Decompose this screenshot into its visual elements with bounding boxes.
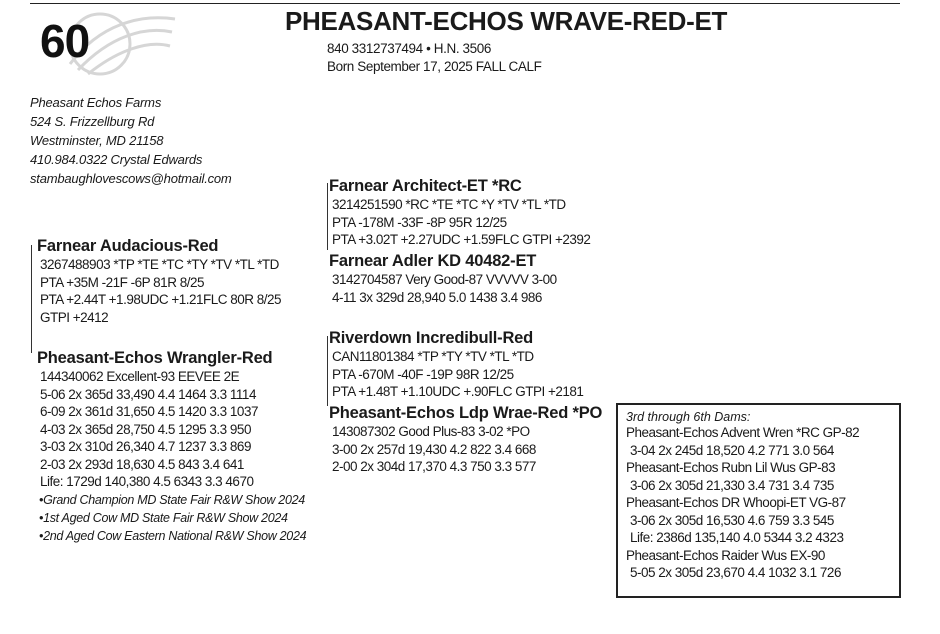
dam-line: 2-03 2x 293d 18,630 4.5 843 3.4 641: [40, 456, 244, 472]
dam-sire-line: PTA -670M -40F -19P 98R 12/25: [332, 366, 514, 382]
sire-sire-name: Farnear Architect-ET *RC: [329, 177, 522, 195]
later-dam-name: Pheasant-Echos DR Whoopi-ET VG-87: [626, 495, 846, 510]
dam-line: 4-03 2x 365d 28,750 4.5 1295 3.3 950: [40, 421, 251, 437]
sire-sire-line: PTA +3.02T +2.27UDC +1.59FLC GTPI +2392: [332, 232, 591, 247]
dam-name: Pheasant-Echos Wrangler-Red: [37, 349, 273, 367]
dam-dam-block: [329, 404, 602, 476]
sire-block: [37, 237, 281, 326]
sire-line: 3267488903 *TP *TE *TC *TY *TV *TL *TD: [40, 257, 279, 272]
consignor-email: stambaughlovescows@hotmail.com: [30, 171, 232, 186]
later-dam-name: Pheasant-Echos Advent Wren *RC GP-82: [626, 425, 860, 440]
dam-sire-name: Riverdown Incredibull-Red: [329, 329, 534, 347]
later-dam-record: 3-06 2x 305d 16,530 4.6 759 3.3 545: [630, 512, 834, 528]
consignor-phone: 410.984.0322 Crystal Edwards: [30, 152, 203, 167]
dam-sire-line: CAN11801384 *TP *TY *TV *TL *TD: [332, 349, 534, 364]
sire-name: Farnear Audacious-Red: [37, 237, 219, 255]
sire-line: PTA +35M -21F -6P 81R 8/25: [40, 274, 204, 290]
later-dams-box: [616, 403, 901, 598]
later-dam-name: Pheasant-Echos Raider Wus EX-90: [626, 547, 825, 563]
later-dam-record: 5-05 2x 305d 23,670 4.4 1032 3.1 726: [630, 565, 841, 580]
consignor-block: [30, 93, 232, 188]
dam-award: •Grand Champion MD State Fair R&W Show 2024: [39, 492, 305, 507]
dam-line: 144340062 Excellent-93 EEVEE 2E: [40, 369, 240, 384]
dam-line: 6-09 2x 361d 31,650 4.5 1420 3.3 1037: [40, 404, 258, 419]
animal-name: PHEASANT-ECHOS WRAVE-RED-ET: [285, 6, 728, 36]
sire-line: PTA +2.44T +1.98UDC +1.21FLC 80R 8/25: [40, 292, 282, 307]
pedigree-bracket-sire: [327, 183, 328, 250]
later-dam-record: 3-06 2x 305d 21,330 3.4 731 3.4 735: [630, 477, 834, 493]
dam-line: 5-06 2x 365d 33,490 4.4 1464 3.3 1114: [40, 386, 256, 402]
dam-line: Life: 1729d 140,380 4.5 6343 3.3 4670: [40, 474, 254, 489]
sire-sire-block: [329, 177, 590, 249]
dam-award: •2nd Aged Cow Eastern National R&W Show 2024: [39, 528, 307, 543]
consignor-address1: 524 S. Frizzellburg Rd: [30, 114, 155, 129]
dam-award: •1st Aged Cow MD State Fair R&W Show 2024: [39, 510, 288, 525]
sire-sire-line: 3214251590 *RC *TE *TC *Y *TV *TL *TD: [332, 197, 566, 212]
dam-dam-name: Pheasant-Echos Ldp Wrae-Red *PO: [329, 404, 603, 422]
later-dams-header: 3rd through 6th Dams:: [626, 410, 751, 424]
sire-dam-line: 3142704587 Very Good-87 VVVVV 3-00: [332, 272, 557, 287]
later-dam-name: Pheasant-Echos Rubn Lil Wus GP-83: [626, 460, 836, 475]
dam-dam-line: 3-00 2x 257d 19,430 4.2 822 3.4 668: [332, 441, 536, 457]
animal-birth-line: Born September 17, 2025 FALL CALF: [327, 59, 542, 74]
pedigree-bracket-dam: [327, 336, 328, 406]
pedigree-bracket-left: [31, 245, 32, 353]
lot-number: 60: [40, 15, 90, 67]
dam-sire-line: PTA +1.48T +1.10UDC +.90FLC GTPI +2181: [332, 384, 584, 399]
sire-dam-block: [329, 252, 557, 306]
sire-dam-line: 4-11 3x 329d 28,940 5.0 1438 3.4 986: [332, 289, 542, 305]
dam-dam-line: 143087302 Good Plus-83 3-02 *PO: [332, 424, 530, 439]
consignor-address2: Westminster, MD 21158: [30, 133, 164, 148]
dam-block: [37, 349, 306, 545]
sire-dam-name: Farnear Adler KD 40482-ET: [329, 252, 537, 270]
later-dam-record: 3-04 2x 245d 18,520 4.2 771 3.0 564: [630, 442, 834, 458]
consignor-farm: Pheasant Echos Farms: [30, 95, 162, 110]
animal-id-line: 840 3312737494 • H.N. 3506: [327, 41, 491, 56]
sire-sire-line: PTA -178M -33F -8P 95R 12/25: [332, 214, 507, 230]
later-dam-record: Life: 2386d 135,140 4.0 5344 3.2 4323: [630, 530, 844, 545]
dam-dam-line: 2-00 2x 304d 17,370 4.3 750 3.3 577: [332, 459, 536, 474]
dam-sire-block: [329, 329, 583, 401]
dam-line: 3-03 2x 310d 26,340 4.7 1237 3.3 869: [40, 439, 251, 454]
sire-line: GTPI +2412: [40, 309, 109, 325]
